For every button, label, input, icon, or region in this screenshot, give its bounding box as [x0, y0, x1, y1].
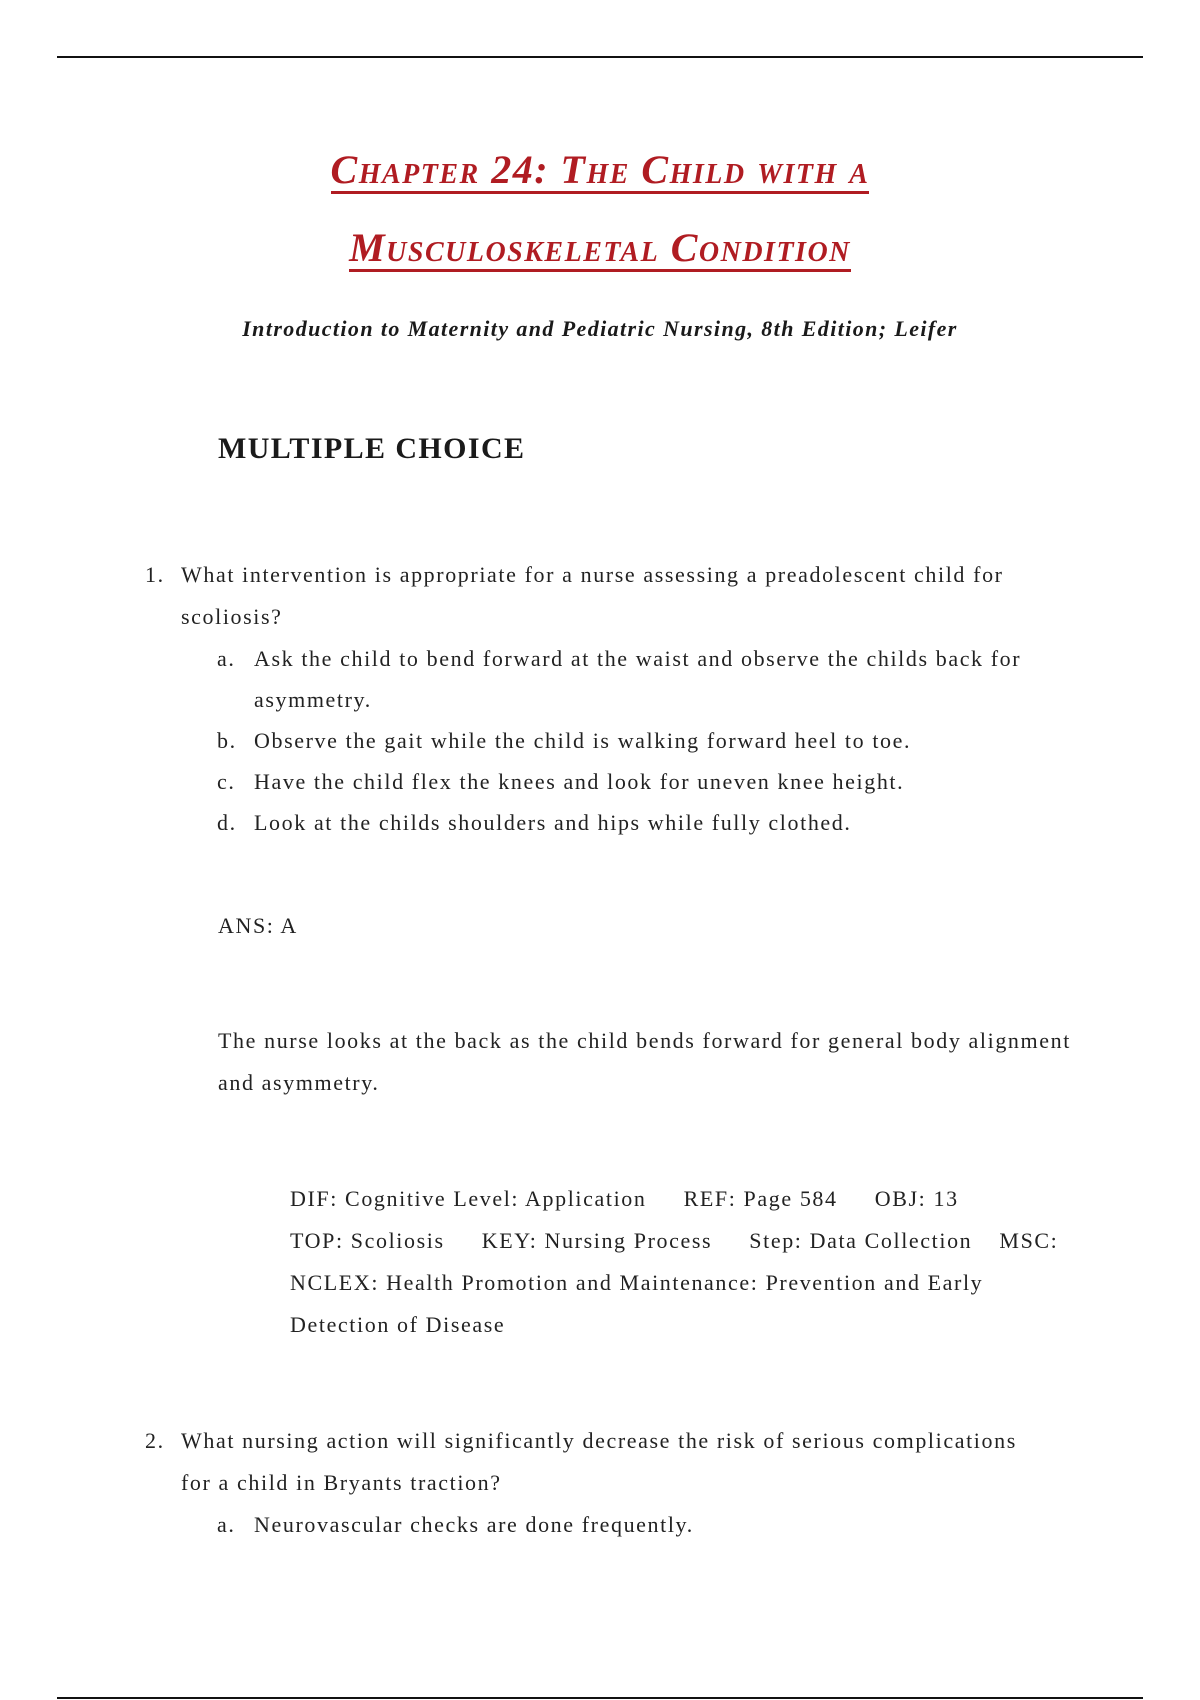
- option-text: Look at the childs shoulders and hips while fully clothed.: [254, 810, 852, 835]
- chapter-title-line-2: [0, 225, 1200, 272]
- meta-key: KEY: Nursing Process: [481, 1228, 713, 1253]
- option-text: Ask the child to bend forward at the waist and observe the childs back for asymmetry.: [254, 646, 1022, 712]
- option-letter: a.: [217, 1512, 236, 1537]
- meta-dif: DIF: Cognitive Level: Application: [290, 1186, 647, 1211]
- answer-options: [145, 1504, 1085, 1545]
- option-d: [145, 802, 1084, 843]
- meta-msc: MSC: NCLEX: Health Promotion and Maintenance: Prevention and Early Detection of Disease: [290, 1228, 1059, 1337]
- bottom-divider: [57, 1697, 1143, 1699]
- option-a: [145, 638, 1084, 720]
- option-letter: d.: [217, 810, 237, 835]
- chapter-title-text-2: Musculoskeletal Condition: [349, 225, 851, 270]
- meta-obj: OBJ: 13: [874, 1186, 959, 1211]
- question-2: [145, 1420, 1085, 1545]
- option-a: [145, 1504, 1084, 1545]
- question-metadata: [290, 1178, 1070, 1346]
- option-text: Observe the gait while the child is walking forward heel to toe.: [254, 728, 912, 753]
- option-c: [145, 761, 1084, 802]
- option-text: Have the child flex the knees and look for uneven knee height.: [254, 769, 905, 794]
- top-divider: [57, 56, 1143, 58]
- chapter-title-line-1: [0, 147, 1200, 194]
- question-1: [145, 554, 1085, 843]
- question-number: 1.: [145, 562, 165, 587]
- answer-options: [145, 638, 1085, 843]
- question-text: What nursing action will significantly decrease the risk of serious complications for a child in Bryants traction?: [181, 1428, 1017, 1495]
- question-number: 2.: [145, 1428, 165, 1453]
- option-letter: a.: [217, 646, 236, 671]
- option-letter: b.: [217, 728, 237, 753]
- chapter-title-text-1: Chapter 24: The Child with a: [330, 147, 870, 192]
- meta-top: TOP: Scoliosis: [290, 1228, 445, 1253]
- option-b: [145, 720, 1084, 761]
- section-heading: MULTIPLE CHOICE: [218, 432, 526, 465]
- book-subtitle: Introduction to Maternity and Pediatric Nursing, 8th Edition; Leifer: [242, 316, 958, 341]
- question-text: What intervention is appropriate for a nurse assessing a preadolescent child for scoliosis?: [181, 562, 1004, 629]
- meta-ref: REF: Page 584: [683, 1186, 838, 1211]
- meta-step: Step: Data Collection: [749, 1228, 973, 1253]
- option-letter: c.: [217, 769, 236, 794]
- option-text: Neurovascular checks are done frequently.: [254, 1512, 694, 1537]
- answer-key: ANS: A: [218, 913, 298, 938]
- rationale: The nurse looks at the back as the child bends forward for general body alignment and asymmetry.: [218, 1028, 1071, 1095]
